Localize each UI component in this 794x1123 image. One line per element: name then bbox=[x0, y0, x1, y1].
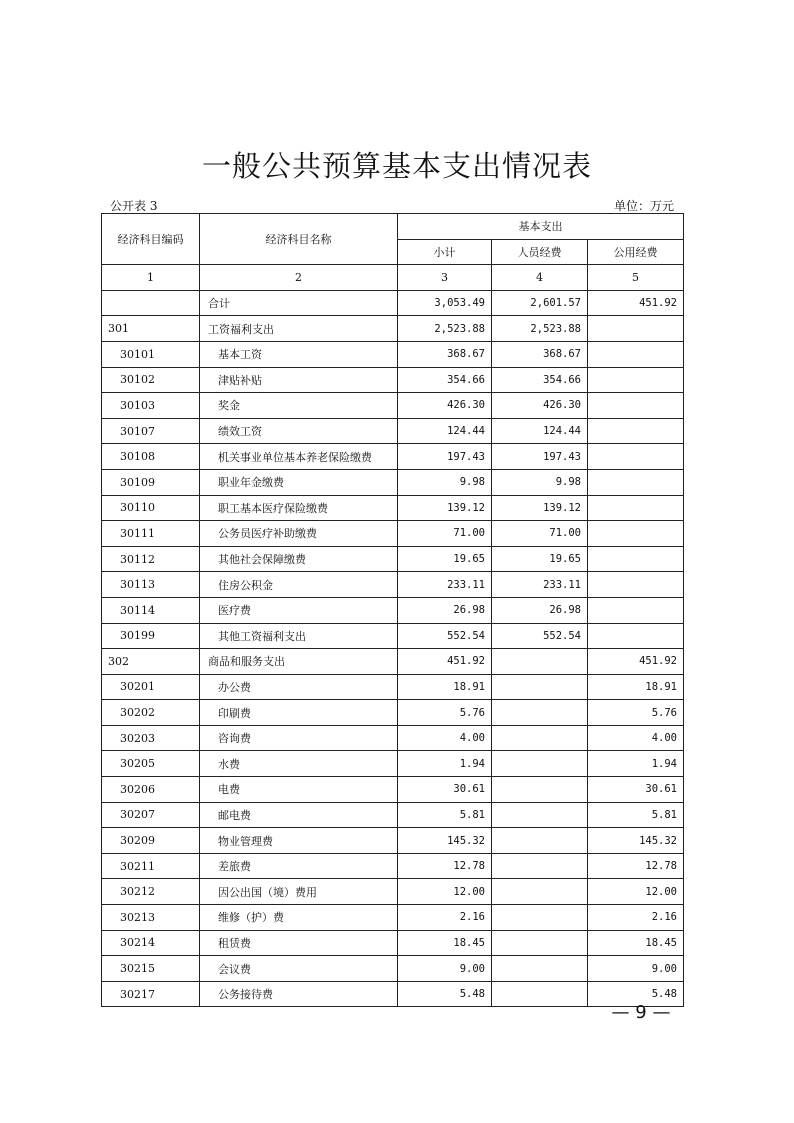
row-code: 30203 bbox=[102, 725, 200, 751]
row-name: 职工基本医疗保险缴费 bbox=[200, 495, 398, 521]
table-row bbox=[102, 367, 684, 393]
row-name: 印刷费 bbox=[200, 700, 398, 726]
row-subtotal: 12.78 bbox=[398, 853, 492, 879]
row-code: 30109 bbox=[102, 469, 200, 495]
row-name: 办公费 bbox=[200, 674, 398, 700]
header-personnel: 人员经费 bbox=[492, 239, 588, 265]
row-name: 其他工资福利支出 bbox=[200, 623, 398, 649]
row-public: 4.00 bbox=[588, 725, 684, 751]
row-public: 5.76 bbox=[588, 700, 684, 726]
row-personnel: 9.98 bbox=[492, 469, 588, 495]
row-subtotal: 2,523.88 bbox=[398, 316, 492, 342]
table-row bbox=[102, 751, 684, 777]
table-row bbox=[102, 469, 684, 495]
row-personnel: 124.44 bbox=[492, 418, 588, 444]
row-personnel: 197.43 bbox=[492, 444, 588, 470]
table-row bbox=[102, 777, 684, 803]
row-subtotal: 354.66 bbox=[398, 367, 492, 393]
row-code: 30209 bbox=[102, 828, 200, 854]
row-code: 30214 bbox=[102, 930, 200, 956]
table-row bbox=[102, 981, 684, 1007]
row-personnel bbox=[492, 725, 588, 751]
row-code: 30202 bbox=[102, 700, 200, 726]
row-code: 30102 bbox=[102, 367, 200, 393]
row-subtotal: 1.94 bbox=[398, 751, 492, 777]
row-code: 30207 bbox=[102, 802, 200, 828]
row-public bbox=[588, 469, 684, 495]
row-subtotal: 5.48 bbox=[398, 981, 492, 1007]
row-name: 工资福利支出 bbox=[200, 316, 398, 342]
row-subtotal: 26.98 bbox=[398, 597, 492, 623]
row-public bbox=[588, 418, 684, 444]
row-personnel bbox=[492, 649, 588, 675]
row-personnel: 354.66 bbox=[492, 367, 588, 393]
page-title: 一般公共预算基本支出情况表 bbox=[201, 149, 592, 183]
row-personnel bbox=[492, 879, 588, 905]
row-public: 18.91 bbox=[588, 674, 684, 700]
header-name: 经济科目名称 bbox=[200, 214, 398, 265]
table-row bbox=[102, 393, 684, 419]
row-name: 公务员医疗补助缴费 bbox=[200, 521, 398, 547]
row-code: 301 bbox=[102, 316, 200, 342]
table-row bbox=[102, 853, 684, 879]
row-public: 9.00 bbox=[588, 956, 684, 982]
row-code: 30113 bbox=[102, 572, 200, 598]
row-public bbox=[588, 623, 684, 649]
row-code: 30213 bbox=[102, 905, 200, 931]
row-name: 住房公积金 bbox=[200, 572, 398, 598]
row-name: 基本工资 bbox=[200, 341, 398, 367]
row-subtotal: 9.98 bbox=[398, 469, 492, 495]
row-subtotal: 12.00 bbox=[398, 879, 492, 905]
row-subtotal: 9.00 bbox=[398, 956, 492, 982]
row-name: 物业管理费 bbox=[200, 828, 398, 854]
row-public: 145.32 bbox=[588, 828, 684, 854]
row-personnel bbox=[492, 674, 588, 700]
row-code: 30215 bbox=[102, 956, 200, 982]
row-code: 30217 bbox=[102, 981, 200, 1007]
row-code: 30107 bbox=[102, 418, 200, 444]
row-code: 30101 bbox=[102, 341, 200, 367]
row-subtotal: 18.45 bbox=[398, 930, 492, 956]
table-row bbox=[102, 316, 684, 342]
row-name: 职业年金缴费 bbox=[200, 469, 398, 495]
row-code: 30111 bbox=[102, 521, 200, 547]
row-personnel bbox=[492, 956, 588, 982]
row-subtotal: 426.30 bbox=[398, 393, 492, 419]
row-personnel: 2,601.57 bbox=[492, 290, 588, 316]
row-name: 绩效工资 bbox=[200, 418, 398, 444]
row-personnel bbox=[492, 828, 588, 854]
table-row bbox=[102, 725, 684, 751]
row-personnel bbox=[492, 777, 588, 803]
table-row bbox=[102, 700, 684, 726]
row-code: 30110 bbox=[102, 495, 200, 521]
row-personnel bbox=[492, 981, 588, 1007]
row-personnel bbox=[492, 853, 588, 879]
row-public: 30.61 bbox=[588, 777, 684, 803]
row-personnel: 71.00 bbox=[492, 521, 588, 547]
table-row bbox=[102, 572, 684, 598]
row-public bbox=[588, 393, 684, 419]
row-name: 咨询费 bbox=[200, 725, 398, 751]
row-name: 津贴补贴 bbox=[200, 367, 398, 393]
row-name: 医疗费 bbox=[200, 597, 398, 623]
row-public bbox=[588, 495, 684, 521]
row-subtotal: 233.11 bbox=[398, 572, 492, 598]
table-row bbox=[102, 341, 684, 367]
row-public: 12.78 bbox=[588, 853, 684, 879]
row-subtotal: 368.67 bbox=[398, 341, 492, 367]
row-public bbox=[588, 341, 684, 367]
table-row bbox=[102, 444, 684, 470]
row-name: 差旅费 bbox=[200, 853, 398, 879]
row-personnel bbox=[492, 802, 588, 828]
header-basic-expenditure: 基本支出 bbox=[398, 214, 684, 240]
row-subtotal: 451.92 bbox=[398, 649, 492, 675]
table-row bbox=[102, 521, 684, 547]
row-name: 商品和服务支出 bbox=[200, 649, 398, 675]
row-name: 机关事业单位基本养老保险缴费 bbox=[200, 444, 398, 470]
row-code: 30201 bbox=[102, 674, 200, 700]
row-public: 451.92 bbox=[588, 649, 684, 675]
row-personnel: 2,523.88 bbox=[492, 316, 588, 342]
row-subtotal: 124.44 bbox=[398, 418, 492, 444]
table-body bbox=[102, 290, 684, 1007]
row-name: 电费 bbox=[200, 777, 398, 803]
row-personnel: 368.67 bbox=[492, 341, 588, 367]
row-subtotal: 71.00 bbox=[398, 521, 492, 547]
row-subtotal: 19.65 bbox=[398, 546, 492, 572]
row-personnel bbox=[492, 930, 588, 956]
row-code: 302 bbox=[102, 649, 200, 675]
header-index-5: 5 bbox=[588, 265, 684, 291]
row-personnel bbox=[492, 905, 588, 931]
table-row bbox=[102, 290, 684, 316]
row-public: 5.81 bbox=[588, 802, 684, 828]
row-subtotal: 2.16 bbox=[398, 905, 492, 931]
row-code: 30108 bbox=[102, 444, 200, 470]
row-public: 12.00 bbox=[588, 879, 684, 905]
row-subtotal: 3,053.49 bbox=[398, 290, 492, 316]
row-personnel: 139.12 bbox=[492, 495, 588, 521]
row-public bbox=[588, 572, 684, 598]
row-personnel: 552.54 bbox=[492, 623, 588, 649]
unit-label: 单位：万元 bbox=[613, 199, 674, 213]
expenditure-table bbox=[101, 213, 684, 1007]
row-subtotal: 197.43 bbox=[398, 444, 492, 470]
header-code: 经济科目编码 bbox=[102, 214, 200, 265]
row-subtotal: 5.76 bbox=[398, 700, 492, 726]
row-personnel: 426.30 bbox=[492, 393, 588, 419]
row-public: 451.92 bbox=[588, 290, 684, 316]
row-code: 30112 bbox=[102, 546, 200, 572]
row-name: 会议费 bbox=[200, 956, 398, 982]
table-row bbox=[102, 674, 684, 700]
row-code: 30205 bbox=[102, 751, 200, 777]
row-public: 18.45 bbox=[588, 930, 684, 956]
row-public bbox=[588, 546, 684, 572]
row-code bbox=[102, 290, 200, 316]
row-personnel bbox=[492, 751, 588, 777]
table-row bbox=[102, 418, 684, 444]
row-code: 30114 bbox=[102, 597, 200, 623]
row-public bbox=[588, 597, 684, 623]
row-name: 水费 bbox=[200, 751, 398, 777]
row-public bbox=[588, 521, 684, 547]
table-row bbox=[102, 597, 684, 623]
row-name: 奖金 bbox=[200, 393, 398, 419]
row-code: 30103 bbox=[102, 393, 200, 419]
table-row bbox=[102, 879, 684, 905]
row-name: 合计 bbox=[200, 290, 398, 316]
row-name: 公务接待费 bbox=[200, 981, 398, 1007]
row-code: 30211 bbox=[102, 853, 200, 879]
header-index-1: 1 bbox=[102, 265, 200, 291]
table-row bbox=[102, 546, 684, 572]
row-subtotal: 139.12 bbox=[398, 495, 492, 521]
table-row bbox=[102, 649, 684, 675]
table-row bbox=[102, 828, 684, 854]
header-index-3: 3 bbox=[398, 265, 492, 291]
header-index-4: 4 bbox=[492, 265, 588, 291]
row-name: 维修（护）费 bbox=[200, 905, 398, 931]
table-row bbox=[102, 802, 684, 828]
row-subtotal: 4.00 bbox=[398, 725, 492, 751]
page-number: — 9 — bbox=[611, 1002, 671, 1023]
row-name: 因公出国（境）费用 bbox=[200, 879, 398, 905]
table-row bbox=[102, 623, 684, 649]
row-public bbox=[588, 316, 684, 342]
row-personnel bbox=[492, 700, 588, 726]
table-row bbox=[102, 905, 684, 931]
row-public bbox=[588, 444, 684, 470]
row-public: 1.94 bbox=[588, 751, 684, 777]
row-name: 其他社会保障缴费 bbox=[200, 546, 398, 572]
row-public bbox=[588, 367, 684, 393]
row-personnel: 19.65 bbox=[492, 546, 588, 572]
row-subtotal: 552.54 bbox=[398, 623, 492, 649]
row-subtotal: 18.91 bbox=[398, 674, 492, 700]
table-row bbox=[102, 495, 684, 521]
table-row bbox=[102, 956, 684, 982]
row-name: 租赁费 bbox=[200, 930, 398, 956]
row-personnel: 233.11 bbox=[492, 572, 588, 598]
header-public: 公用经费 bbox=[588, 239, 684, 265]
table-row bbox=[102, 930, 684, 956]
row-subtotal: 5.81 bbox=[398, 802, 492, 828]
row-public: 5.48 bbox=[588, 981, 684, 1007]
row-personnel: 26.98 bbox=[492, 597, 588, 623]
row-code: 30206 bbox=[102, 777, 200, 803]
row-code: 30199 bbox=[102, 623, 200, 649]
row-public: 2.16 bbox=[588, 905, 684, 931]
row-subtotal: 30.61 bbox=[398, 777, 492, 803]
header-index-2: 2 bbox=[200, 265, 398, 291]
row-subtotal: 145.32 bbox=[398, 828, 492, 854]
table-number: 公开表 3 bbox=[110, 199, 158, 213]
header-subtotal: 小计 bbox=[398, 239, 492, 265]
row-code: 30212 bbox=[102, 879, 200, 905]
row-name: 邮电费 bbox=[200, 802, 398, 828]
